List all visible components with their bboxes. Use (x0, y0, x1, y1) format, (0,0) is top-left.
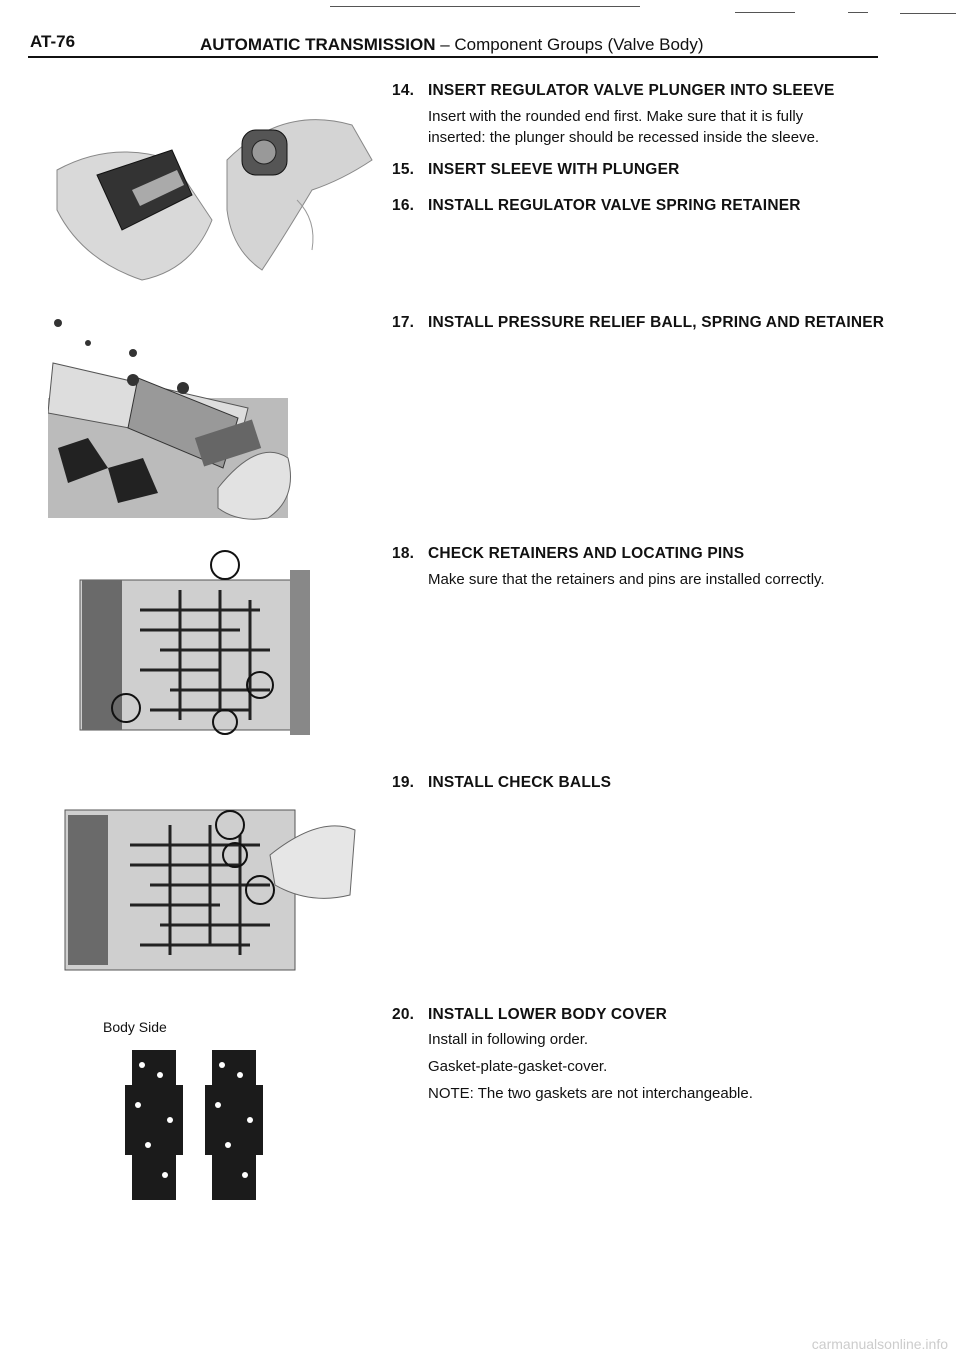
figure-retainers (60, 550, 330, 740)
header-rule (28, 56, 878, 58)
step-title: INSTALL PRESSURE RELIEF BALL, SPRING AND RETAINER (428, 314, 885, 331)
step-number: 14. (392, 82, 415, 99)
gasket-left (125, 1050, 183, 1200)
figure-check-balls (60, 785, 360, 975)
step-number: 17. (392, 314, 415, 331)
step-number: 19. (392, 774, 415, 791)
page-header (28, 28, 878, 60)
step-text: inserted: the plunger should be recessed inside the sleeve. (428, 129, 820, 146)
figure-gaskets (120, 1045, 280, 1205)
gasket-right (205, 1050, 263, 1200)
step-16 (392, 197, 892, 215)
step-text: Install in following order. (428, 1031, 589, 1048)
top-dash-4 (900, 13, 956, 14)
step-15 (392, 161, 892, 179)
step-title: INSTALL LOWER BODY COVER (428, 1006, 668, 1023)
figure-relief-ball (48, 318, 348, 528)
step-text: Make sure that the retainers and pins are installed correctly. (428, 571, 825, 588)
page-title-bold: AUTOMATIC TRANSMISSION (200, 35, 436, 54)
top-dash-2 (735, 12, 795, 13)
plunger-sleeve-illustration (52, 100, 382, 290)
step-title: INSERT REGULATOR VALVE PLUNGER INTO SLEEVE (428, 82, 835, 99)
page-title-rest: – Component Groups (Valve Body) (435, 35, 704, 54)
page-title (200, 35, 704, 55)
figure-plunger-sleeve (52, 100, 382, 290)
step-number: 20. (392, 1006, 415, 1023)
step-number: 15. (392, 161, 415, 178)
step-number: 18. (392, 545, 415, 562)
step-17 (392, 314, 892, 332)
step-19 (392, 774, 892, 792)
top-dash-1 (330, 6, 640, 7)
figure-caption-body-side: Body Side (103, 1019, 167, 1035)
footer-watermark: carmanualsonline.info (811, 1336, 948, 1352)
step-title: INSERT SLEEVE WITH PLUNGER (428, 161, 680, 178)
step-text: Gasket-plate-gasket-cover. (428, 1058, 608, 1075)
step-title: INSTALL REGULATOR VALVE SPRING RETAINER (428, 197, 801, 214)
step-text: NOTE: The two gaskets are not interchangeable. (428, 1085, 753, 1102)
step-number: 16. (392, 197, 415, 214)
step-title: CHECK RETAINERS AND LOCATING PINS (428, 545, 745, 562)
check-balls-illustration (60, 785, 360, 975)
gaskets-illustration (120, 1045, 280, 1205)
step-14 (392, 82, 892, 148)
relief-ball-illustration (48, 318, 348, 528)
step-18 (392, 545, 892, 590)
valve-body-illustration (60, 550, 330, 740)
page-number: AT-76 (30, 32, 76, 51)
step-20 (392, 1006, 892, 1107)
step-title: INSTALL CHECK BALLS (428, 774, 612, 791)
step-text: Insert with the rounded end first. Make sure that it is fully (428, 108, 804, 125)
top-dash-3 (848, 12, 868, 13)
